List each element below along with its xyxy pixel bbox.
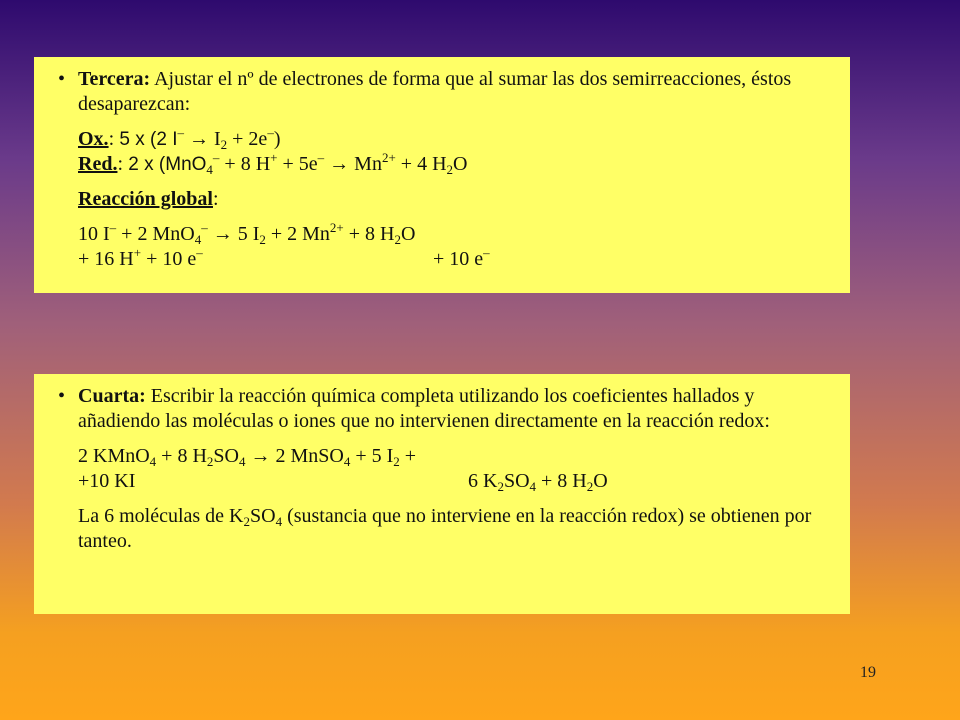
oxidation-half-reaction: Ox.: 5 x (2 $I^- \to I_2 + 2e^-$) — [78, 125, 281, 152]
red-label: Red. — [78, 153, 118, 175]
page-number: 19 — [860, 664, 876, 681]
full-reaction-line-1: 2 KMnO$_4$ + 8 $H_2SO_4 \to 2$ MnSO$_4$ + 5 $I_2$ + — [78, 445, 417, 469]
step-four-note: La 6 moléculas de $K_2SO_4$ (sustancia que no interviene en la reacción redox) se obtienen por tanteo. — [78, 505, 812, 552]
step-three-heading: Tercera: — [78, 68, 151, 90]
bullet: • — [58, 385, 66, 407]
ox-label: Ox. — [78, 128, 109, 150]
full-reaction-line-2: +10 KI 6 $K_2SO_4 + 8$ $H_2O$ — [78, 470, 608, 494]
global-reaction-line-1: 10 I– + 2 MnO$_4$– → 5 $I_2 + 2$ $Mn^{2+} + 8$ $H_2O$ — [78, 220, 416, 247]
step-three-box — [34, 57, 850, 293]
bullet: • — [58, 68, 66, 90]
step-four-heading: Cuarta: — [78, 385, 146, 407]
step-four-box — [34, 374, 850, 614]
step-three-intro: Tercera: Ajustar el nº de electrones de forma que al sumar las dos semirreacciones, éstos desaparezcan: — [78, 68, 792, 115]
reduction-half-reaction: Red.: 2 x (MnO$_4$– + 8 $H^+ + 5e^- \to Mn^{2+} + 4$ $H_2O$ — [78, 150, 468, 177]
step-four-intro: Cuarta: Escribir la reacción química completa utilizando los coeficientes hallados y añadiendo las moléculas o iones que no intervienen directamente en la reacción redox: — [78, 385, 770, 432]
global-reaction-heading: Reacción global: — [78, 188, 219, 210]
global-reaction-line-2: + 16 H+ + 10 e– + 10 e– — [78, 245, 490, 270]
